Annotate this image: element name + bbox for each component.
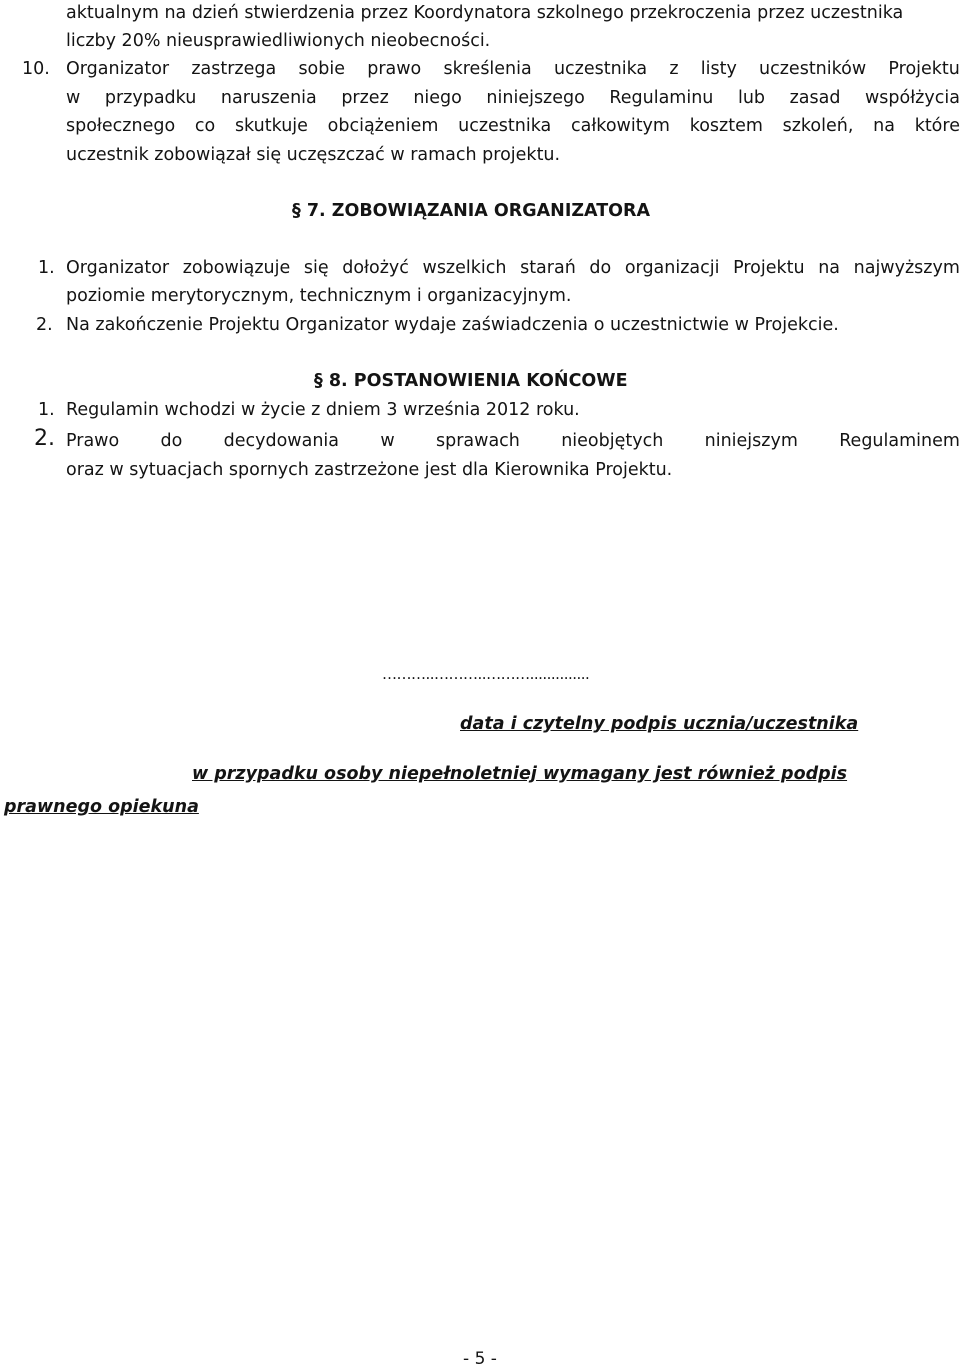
word: szkoleń, bbox=[782, 116, 854, 136]
word: Regulaminem bbox=[839, 431, 960, 451]
list-number: 2. bbox=[36, 315, 53, 335]
word: współżycia bbox=[864, 88, 960, 108]
word: niniejszym bbox=[704, 431, 798, 451]
paragraph-line-justified bbox=[66, 111, 960, 141]
word: niego bbox=[413, 88, 462, 108]
word: co bbox=[194, 116, 216, 136]
list-number: 1. bbox=[38, 258, 55, 278]
word: starań bbox=[520, 258, 576, 278]
word: decydowania bbox=[223, 431, 340, 451]
word: w bbox=[380, 431, 395, 451]
word: organizacji bbox=[624, 258, 720, 278]
word: dołożyć bbox=[342, 258, 409, 278]
word: nieobjętych bbox=[561, 431, 664, 451]
paragraph-line-justified bbox=[66, 426, 960, 456]
section-heading: § 8. POSTANOWIENIA KOŃCOWE bbox=[314, 371, 628, 391]
word: do bbox=[589, 258, 612, 278]
word: skutkuje bbox=[234, 116, 308, 136]
word: uczestników bbox=[759, 59, 867, 79]
word: naruszenia bbox=[220, 88, 317, 108]
word: Regulaminu bbox=[609, 88, 714, 108]
word: Organizator bbox=[66, 59, 170, 79]
paragraph-line: Regulamin wchodzi w życie z dniem 3 września 2012 roku. bbox=[66, 400, 580, 420]
paragraph-line-justified bbox=[66, 54, 960, 84]
word: uczestnika bbox=[458, 116, 552, 136]
word: które bbox=[914, 116, 960, 136]
guardian-note: w przypadku osoby niepełnoletniej wymagany jest również podpis bbox=[192, 764, 848, 784]
section-heading: § 7. ZOBOWIĄZANIA ORGANIZATORA bbox=[292, 201, 651, 221]
word: sobie bbox=[298, 59, 345, 79]
paragraph-line-justified bbox=[66, 83, 960, 113]
word: Organizator bbox=[66, 258, 170, 278]
word: zobowiązuje bbox=[182, 258, 291, 278]
word: kosztem bbox=[689, 116, 763, 136]
word: do bbox=[160, 431, 183, 451]
word: najwyższym bbox=[853, 258, 960, 278]
paragraph-line: poziomie merytorycznym, technicznym i organizacyjnym. bbox=[66, 286, 572, 306]
word: przypadku bbox=[104, 88, 197, 108]
paragraph-line: aktualnym na dzień stwierdzenia przez Koordynatora szkolnego przekroczenia przez uczestnika bbox=[66, 3, 904, 23]
word: zastrzega bbox=[191, 59, 277, 79]
word: Projektu bbox=[888, 59, 960, 79]
word: sprawach bbox=[435, 431, 520, 451]
signature-dotted-line: ………..………..……….............. bbox=[382, 665, 590, 683]
word: niniejszego bbox=[486, 88, 585, 108]
word: listy bbox=[700, 59, 737, 79]
guardian-note-continued: prawnego opiekuna bbox=[4, 797, 199, 817]
paragraph-line: oraz w sytuacjach spornych zastrzeżone jest dla Kierownika Projektu. bbox=[66, 460, 673, 480]
list-number: 10. bbox=[22, 59, 50, 79]
word: obciążeniem bbox=[327, 116, 439, 136]
word: lub bbox=[737, 88, 766, 108]
word: prawo bbox=[367, 59, 422, 79]
list-number: 2. bbox=[34, 426, 55, 451]
paragraph-line: liczby 20% nieusprawiedliwionych nieobecności. bbox=[66, 31, 491, 51]
word: Projektu bbox=[733, 258, 805, 278]
page-number: - 5 - bbox=[463, 1349, 497, 1369]
list-number: 1. bbox=[38, 400, 55, 420]
word: społecznego bbox=[66, 116, 176, 136]
word: zasad bbox=[789, 88, 841, 108]
word: Prawo bbox=[66, 431, 120, 451]
word: przez bbox=[341, 88, 389, 108]
signature-caption: data i czytelny podpis ucznia/uczestnika bbox=[460, 714, 859, 734]
word: się bbox=[303, 258, 329, 278]
word: skreślenia bbox=[443, 59, 532, 79]
paragraph-line: Na zakończenie Projektu Organizator wydaje zaświadczenia o uczestnictwie w Projekcie. bbox=[66, 315, 839, 335]
paragraph-line: uczestnik zobowiązał się uczęszczać w ramach projektu. bbox=[66, 145, 561, 165]
word: w bbox=[66, 88, 81, 108]
word: z bbox=[669, 59, 679, 79]
word: na bbox=[818, 258, 841, 278]
word: wszelkich bbox=[422, 258, 507, 278]
word: uczestnika bbox=[553, 59, 648, 79]
paragraph-line-justified bbox=[66, 253, 960, 283]
word: na bbox=[873, 116, 895, 136]
word: całkowitym bbox=[570, 116, 670, 136]
